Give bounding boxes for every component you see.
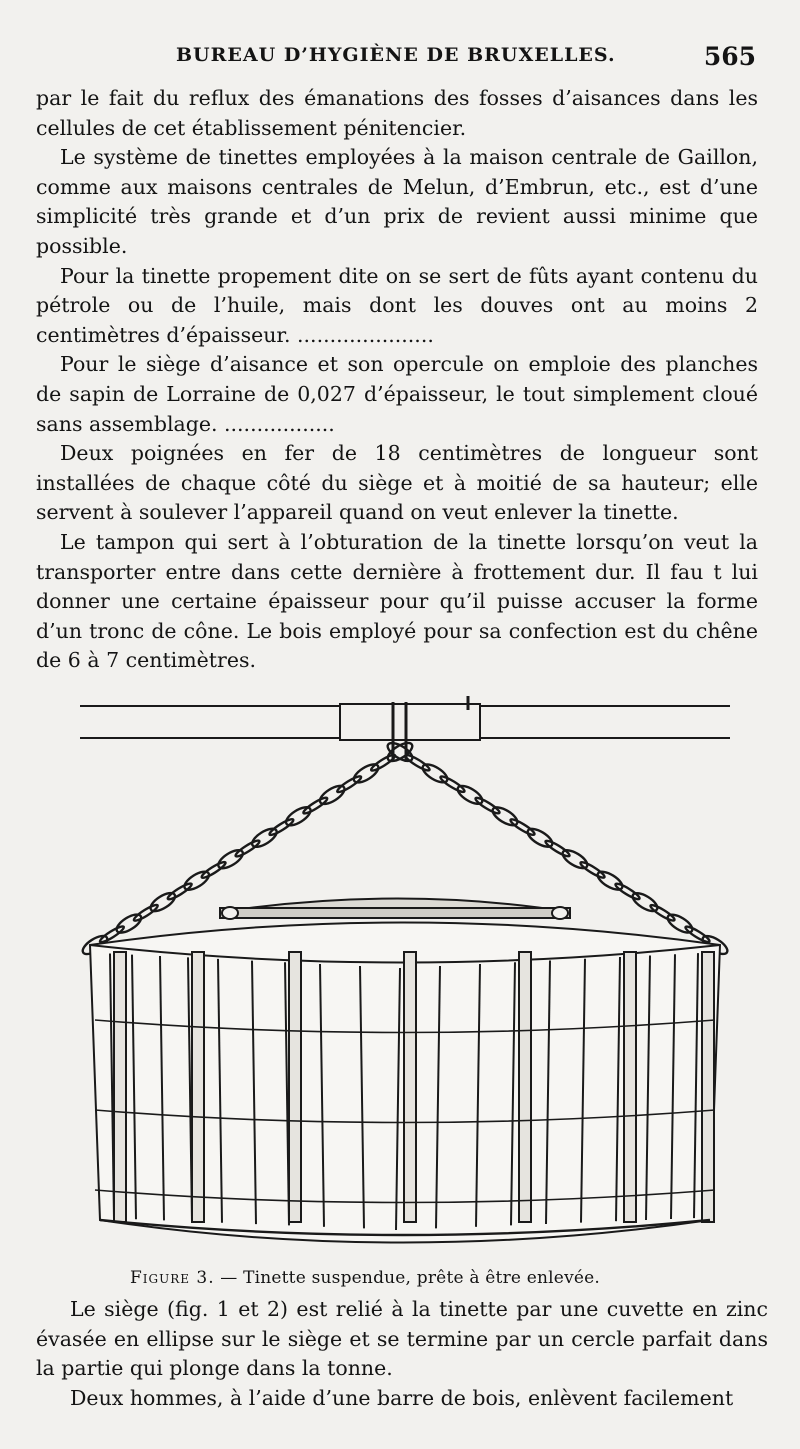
running-title: BUREAU D’HYGIÈNE DE BRUXELLES. [176, 44, 616, 66]
paragraph: Deux hommes, à l’aide d’une barre de bois, enlèvent facilement [70, 1385, 734, 1410]
paragraph: Le tampon qui sert à l’obturation de la tinette lorsqu’on veut la transporter entre dans cette dernière à frottement dur. Il fau t lui donner une certaine épaisseur pour qu’il puisse accuser la forme d’un tronc de cône. Le bois employé pour sa confection est du chêne de 6 à 7 centimètres. [36, 529, 758, 673]
chain-link [268, 817, 295, 837]
chain-link [474, 796, 501, 816]
chain-link [614, 882, 641, 902]
barrel-stave-band [289, 952, 301, 1222]
barrel-stave-band [702, 952, 714, 1222]
chain-link [649, 903, 676, 923]
figure-tinette-illustration [70, 690, 740, 1265]
chain-link [579, 860, 606, 880]
figure-caption [130, 1268, 730, 1288]
chain-link [544, 839, 571, 859]
chain-link [404, 753, 431, 773]
paragraph: Le système de tinettes employées à la maison centrale de Gaillon, comme aux maisons centrales de Melun, d’Embrun, etc., est d’une simplicité très grande et d’un prix de revient aussi minime que possible. [36, 145, 758, 258]
chain-link [132, 903, 159, 923]
page-number: 565 [703, 42, 756, 71]
figure-label: Figure 3. [130, 1268, 215, 1288]
running-head [36, 40, 756, 80]
tinette-lid [220, 899, 570, 920]
paragraph: Deux poignées en fer de 18 centimètres de longueur sont installées de chaque côté du siège et à moitié de sa hauteur; elle servent à soulever l’appareil quand on veut enlever la tinette. [36, 441, 758, 525]
barrel-stave-band [404, 952, 416, 1222]
barrel-stave-band [114, 952, 126, 1222]
chain-link [166, 881, 193, 901]
paragraph: Le siège (fig. 1 et 2) est relié à la tinette par une cuvette en zinc évasée en ellipse sur le siège et se termine par un cercle parfait dans la partie qui plonge dans la tonne. [36, 1297, 768, 1381]
chain-link [439, 774, 466, 794]
barrel-tinette [90, 923, 720, 1243]
tinette-drawing [70, 690, 740, 1265]
figure-caption-text: — Tinette suspendue, prête à être enlevée. [220, 1268, 600, 1288]
barrel-stave-band [192, 952, 204, 1222]
chain-link [509, 817, 536, 837]
chain-link [234, 838, 261, 858]
paragraph: Pour le siège d’aisance et son opercule on emploie des planches de sapin de Lorraine de 0,027 d’épaisseur, le tout simplement cloué sans assemblage. ................. [36, 352, 758, 436]
barrel-stave-band [519, 952, 531, 1222]
chain-link [370, 753, 397, 773]
body-text [36, 84, 758, 676]
chain-link [302, 796, 329, 816]
lower-body-text [36, 1295, 768, 1413]
chain-link [336, 774, 363, 794]
paragraph: par le fait du reflux des émanations des fosses d’aisances dans les cellules de cet établissement pénitencier. [36, 86, 758, 140]
paragraph: Pour la tinette propement dite on se sert de fûts ayant contenu du pétrole ou de l’huile, mais dont les douves ont au moins 2 centimètres d’épaisseur. ..................... [36, 263, 758, 347]
barrel-stave-band [624, 952, 636, 1222]
carrying-bar [80, 696, 730, 762]
chain-link [200, 860, 227, 880]
